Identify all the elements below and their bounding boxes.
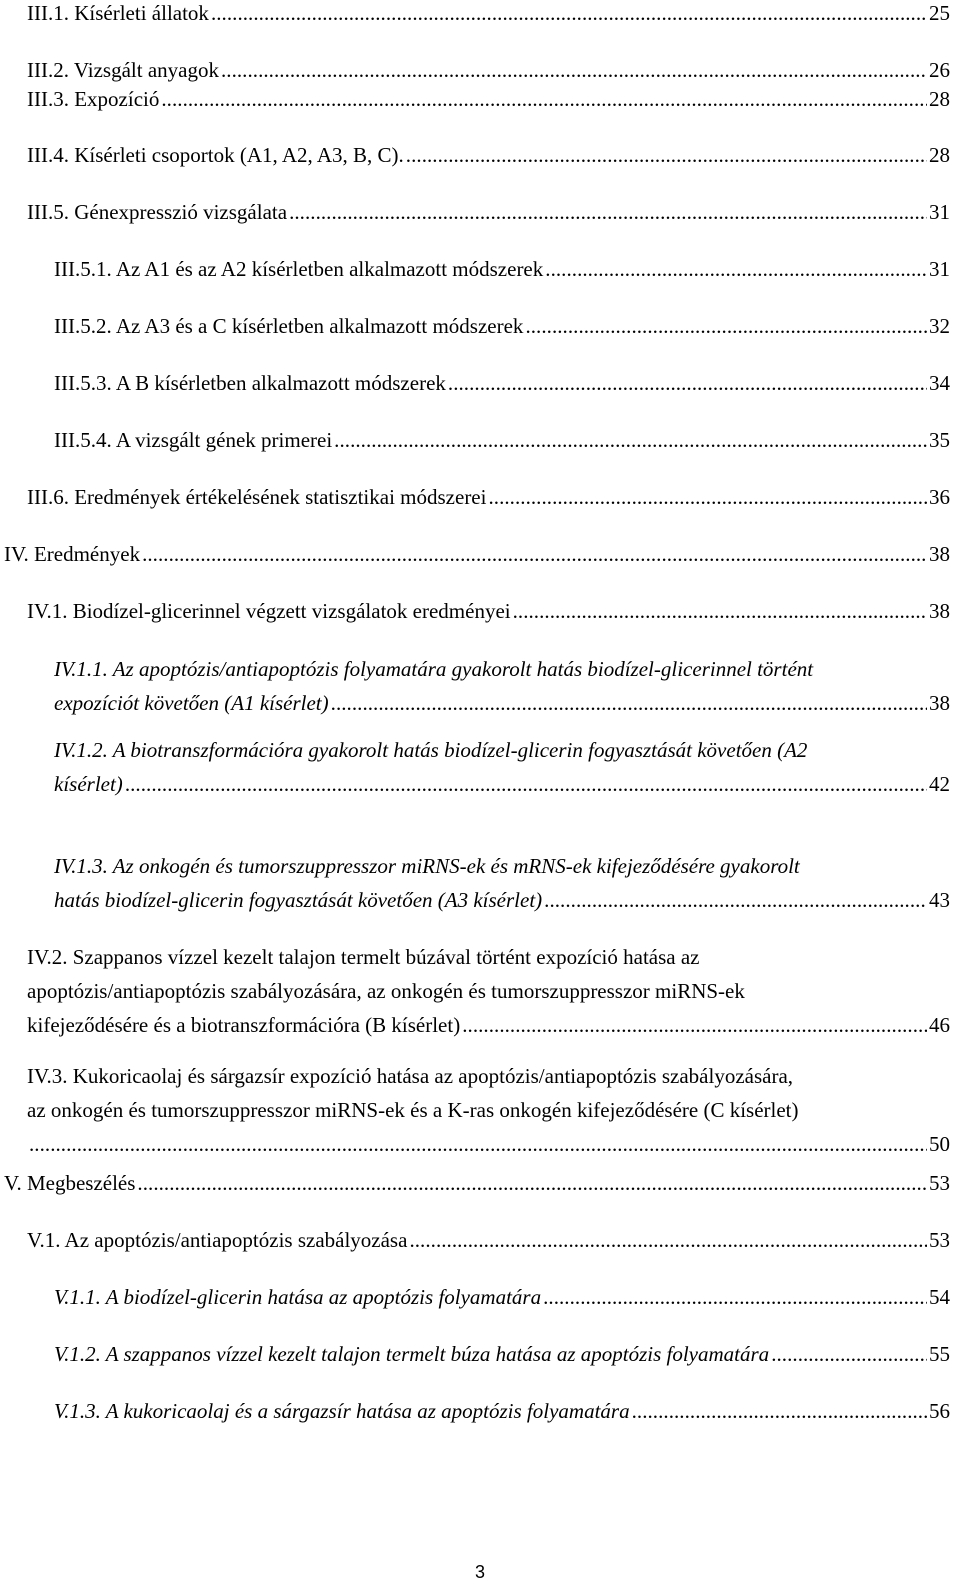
- toc-entry-page: 38: [929, 599, 950, 623]
- leader-dots: [142, 537, 927, 571]
- leader-dots: [513, 594, 927, 628]
- toc-entry[interactable]: [27, 1059, 950, 1161]
- toc-entry-page: 53: [929, 1228, 950, 1252]
- toc-entry-page: 55: [929, 1342, 950, 1366]
- toc-entry-title: III.5. Génexpresszió vizsgálata: [27, 200, 288, 224]
- toc-entry-page: 38: [929, 691, 950, 715]
- leader-dots: [448, 366, 927, 400]
- toc-entry-page: 54: [929, 1285, 950, 1309]
- toc-entry-title: V.1.3. A kukoricaolaj és a sárgazsír hatása az apoptózis folyamatára: [54, 1399, 630, 1423]
- toc-entry-title: V. Megbeszélés: [4, 1171, 136, 1195]
- toc-entry-title: III.5.2. Az A3 és a C kísérletben alkalmazott módszerek: [54, 314, 524, 338]
- leader-dots: [331, 686, 927, 720]
- toc-entry[interactable]: [54, 849, 950, 917]
- leader-dots: [29, 1127, 927, 1161]
- toc-entry[interactable]: [54, 1337, 950, 1371]
- toc-entry-page: 46: [929, 1013, 950, 1037]
- toc-entry[interactable]: [54, 309, 950, 343]
- leader-dots: [137, 1166, 927, 1200]
- toc-entry-page: 25: [929, 1, 950, 25]
- toc-entry[interactable]: [4, 537, 950, 571]
- toc-entry-title-line: IV.1.2. A biotranszformációra gyakorolt hatás biodízel-glicerin fogyasztását követően (A2: [54, 738, 808, 762]
- toc-entry-title-line: IV.1.3. Az onkogén és tumorszuppresszor miRNS-ek és mRNS-ek kifejeződésére gyakorolt: [54, 854, 800, 878]
- toc-entry-page: 38: [929, 542, 950, 566]
- toc-entry-page: 34: [929, 371, 950, 395]
- leader-dots: [544, 883, 927, 917]
- toc-entry[interactable]: [27, 138, 950, 172]
- page-number: 3: [474, 1562, 485, 1582]
- toc-entry-page: 31: [929, 200, 950, 224]
- toc-entry-title: III.3. Expozíció: [27, 87, 160, 111]
- leader-dots: [488, 480, 927, 514]
- toc-entry[interactable]: [54, 733, 950, 801]
- toc-entry-page: 42: [929, 772, 950, 796]
- toc-entry[interactable]: [4, 1166, 950, 1200]
- toc-entry[interactable]: [54, 1394, 950, 1428]
- toc-entry-title: IV.1. Biodízel-glicerinnel végzett vizsgálatok eredményei: [27, 599, 511, 623]
- toc-entry[interactable]: [27, 1223, 950, 1257]
- leader-dots: [406, 138, 927, 172]
- toc-entry-title: III.2. Vizsgált anyagok: [27, 58, 219, 82]
- leader-dots: [289, 195, 927, 229]
- toc-entry-title: III.5.3. A B kísérletben alkalmazott módszerek: [54, 371, 446, 395]
- toc-entry-page: 50: [929, 1132, 950, 1156]
- toc-entry-page: 31: [929, 257, 950, 281]
- leader-dots: [632, 1394, 927, 1428]
- toc-entry-page: 28: [929, 87, 950, 111]
- toc-entry[interactable]: [27, 0, 950, 30]
- toc-entry-title: III.5.1. Az A1 és az A2 kísérletben alkalmazott módszerek: [54, 257, 544, 281]
- leader-dots: [334, 423, 927, 457]
- leader-dots: [409, 1223, 927, 1257]
- toc-entry[interactable]: [27, 940, 950, 1042]
- toc-entry-title: III.6. Eredmények értékelésének statisztikai módszerei: [27, 485, 487, 509]
- toc-entry-title-line: IV.2. Szappanos vízzel kezelt talajon termelt búzával történt expozíció hatása az: [27, 945, 700, 969]
- toc-entry[interactable]: [54, 1280, 950, 1314]
- toc-entry[interactable]: [27, 82, 950, 116]
- toc-entry-page: 26: [929, 58, 950, 82]
- leader-dots: [543, 1280, 927, 1314]
- toc-entry-title-line: IV.3. Kukoricaolaj és sárgazsír expozíció hatása az apoptózis/antiapoptózis szabályozására,: [27, 1064, 794, 1088]
- toc-entry-page: 56: [929, 1399, 950, 1423]
- toc-entry[interactable]: [27, 480, 950, 514]
- toc-entry-page: 32: [929, 314, 950, 338]
- leader-dots: [211, 0, 927, 30]
- toc-entry-page: 36: [929, 485, 950, 509]
- toc-entry-title: kifejeződésére és a biotranszformációra (B kísérlet): [27, 1013, 461, 1037]
- leader-dots: [771, 1337, 927, 1371]
- toc-entry-title: III.1. Kísérleti állatok: [27, 1, 209, 25]
- toc-entry[interactable]: [54, 423, 950, 457]
- leader-dots: [161, 82, 927, 116]
- toc-entry[interactable]: [54, 652, 950, 720]
- toc-entry-page: 35: [929, 428, 950, 452]
- leader-dots: [525, 309, 927, 343]
- toc-entry-title: IV. Eredmények: [4, 542, 141, 566]
- toc-entry[interactable]: [54, 366, 950, 400]
- toc-entry-title: kísérlet): [54, 772, 123, 796]
- toc-entry-title: V.1.2. A szappanos vízzel kezelt talajon termelt búza hatása az apoptózis folyamatára: [54, 1342, 770, 1366]
- toc-entry-title: III.5.4. A vizsgált gének primerei: [54, 428, 333, 452]
- toc-entry-title-line: az onkogén és tumorszuppresszor miRNS-ek és a K-ras onkogén kifejeződésére (C kísérlet): [27, 1098, 799, 1122]
- toc-entry-title: V.1.1. A biodízel-glicerin hatása az apoptózis folyamatára: [54, 1285, 542, 1309]
- leader-dots: [545, 252, 927, 286]
- leader-dots: [125, 767, 927, 801]
- toc-entry-title: hatás biodízel-glicerin fogyasztását követően (A3 kísérlet): [54, 888, 543, 912]
- toc-entry-page: 53: [929, 1171, 950, 1195]
- toc-entry-title: III.4. Kísérleti csoportok (A1, A2, A3, B, C).: [27, 143, 404, 167]
- toc-entry-title-line: IV.1.1. Az apoptózis/antiapoptózis folyamatára gyakorolt hatás biodízel-glicerinnel történt: [54, 657, 814, 681]
- toc-entry-title-line: apoptózis/antiapoptózis szabályozására, az onkogén és tumorszuppresszor miRNS-ek: [27, 979, 745, 1003]
- toc-entry[interactable]: [27, 594, 950, 628]
- toc-entry[interactable]: [54, 252, 950, 286]
- toc-entry[interactable]: [27, 195, 950, 229]
- leader-dots: [462, 1008, 927, 1042]
- toc-entry-page: 28: [929, 143, 950, 167]
- toc-entry-page: 43: [929, 888, 950, 912]
- toc-entry-title: V.1. Az apoptózis/antiapoptózis szabályozása: [27, 1228, 408, 1252]
- toc-entry-title: expozíciót követően (A1 kísérlet): [54, 691, 329, 715]
